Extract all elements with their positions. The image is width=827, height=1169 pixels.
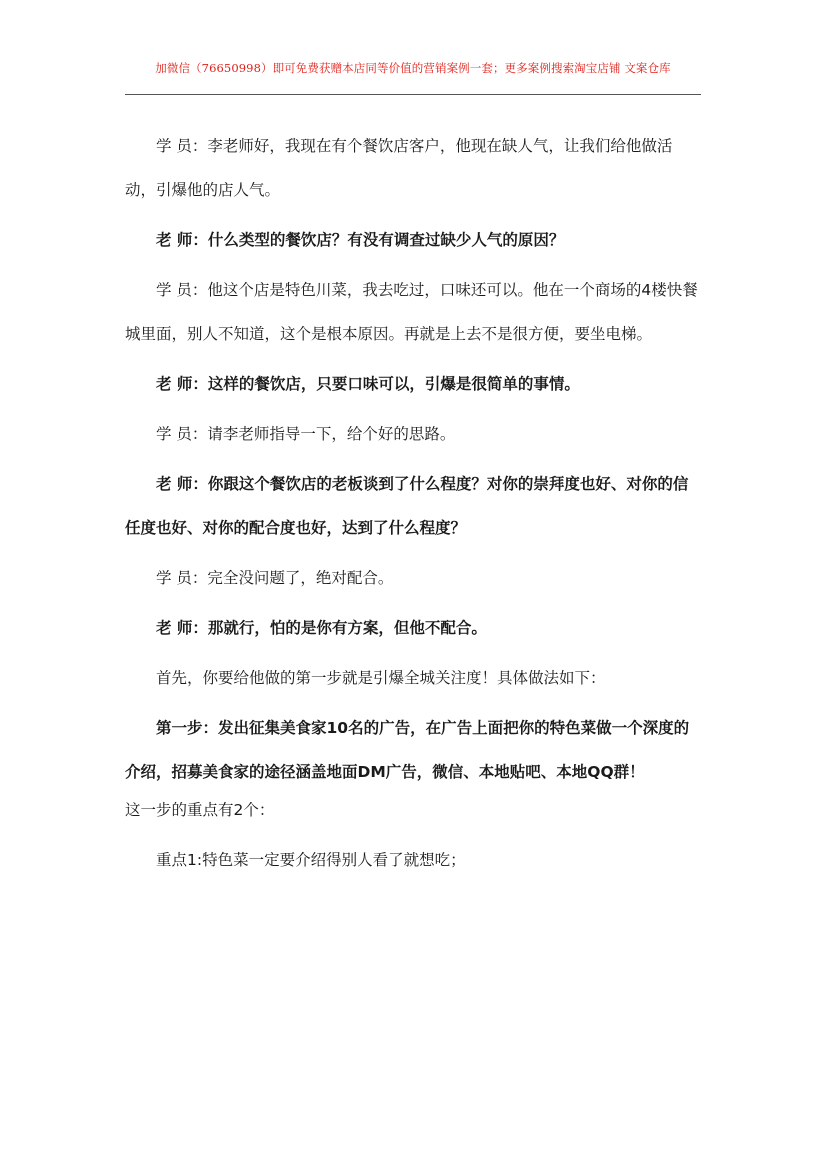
teacher-question-cooperation: 老 师：你跟这个餐饮店的老板谈到了什么程度？对你的崇拜度也好、对你的信任度也好、对你的配合度也好，达到了什么程度？: [125, 475, 689, 537]
student-question: 学 员：李老师好，我现在有个餐饮店客户，他现在缺人气，让我们给他做活动，引爆他的店人气。: [125, 137, 673, 199]
key-point-one: 重点1:特色菜一定要介绍得别人看了就想吃；: [156, 851, 466, 869]
student-answer-restaurant-info: 学 员：他这个店是特色川菜，我去吃过，口味还可以。他在一个商场的4楼快餐城里面，别人不知道，这个是根本原因。再就是上去不是很方便，要坐电梯。: [125, 281, 698, 343]
key-points-intro: 这一步的重点有2个：: [125, 801, 275, 819]
teacher-reply-easy: 老 师：这样的餐饮店，只要口味可以，引爆是很简单的事情。: [156, 375, 580, 393]
teacher-reply-ok: 老 师：那就行，怕的是你有方案，但他不配合。: [156, 619, 487, 637]
header-divider: [125, 94, 701, 95]
teacher-question-restaurant-type: 老 师：什么类型的餐饮店？有没有调查过缺少人气的原因？: [156, 231, 565, 249]
step-one-heading: 第一步：发出征集美食家10名的广告，在广告上面把你的特色菜做一个深度的介绍，招募美食家的途径涵盖地面DM广告，微信、本地贴吧、本地QQ群！: [125, 719, 690, 781]
student-request-guidance: 学 员：请李老师指导一下，给个好的思路。: [156, 425, 456, 443]
student-answer-cooperation: 学 员：完全没问题了，绝对配合。: [156, 569, 394, 587]
first-step-intro: 首先，你要给他做的第一步就是引爆全城关注度！具体做法如下：: [156, 669, 606, 687]
document-body: [125, 124, 703, 882]
header-note: 加微信（76650998）即可免费获赠本店同等价值的营销案例一套；更多案例搜索淘宝店铺 文案仓库: [155, 61, 671, 75]
